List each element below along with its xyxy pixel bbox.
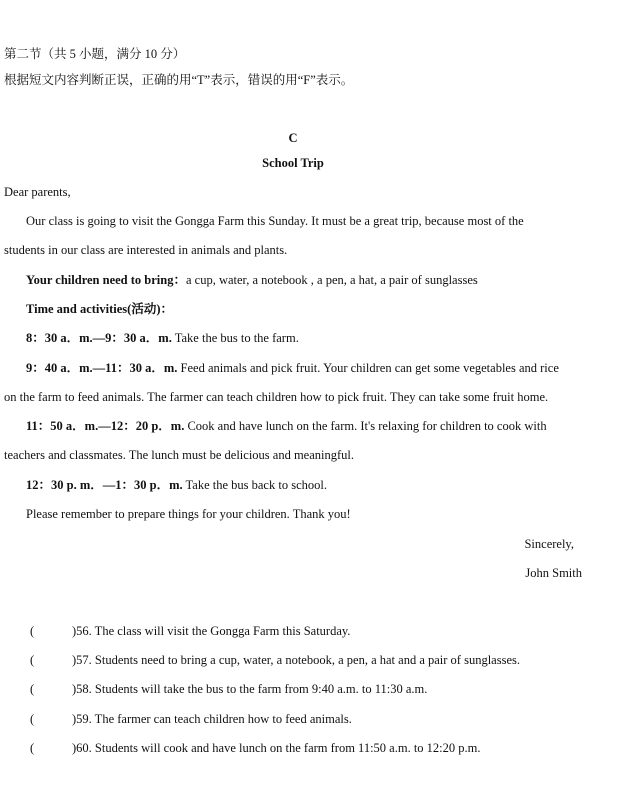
schedule-item-4 — [26, 477, 327, 493]
answer-paren[interactable]: ( — [30, 712, 35, 726]
schedule-activity: Cook and have lunch on the farm. It's relaxing for children to cook with — [187, 419, 547, 433]
question-text: )58. Students will take the bus to the farm from 9:40 a.m. to 11:30 a.m. — [72, 682, 428, 696]
answer-paren[interactable]: ( — [30, 741, 35, 755]
answer-paren[interactable]: ( — [30, 624, 35, 638]
schedule-time: 11：50 a．m.—12：20 p．m. — [26, 419, 185, 433]
schedule-time: 12：30 p. m．—1：30 p．m. — [26, 478, 183, 492]
signature: John Smith — [525, 566, 582, 580]
bring-text: a cup, water, a notebook , a pen, a hat, a pair of sunglasses — [185, 273, 478, 287]
schedule-item-1 — [26, 330, 299, 346]
schedule-activity: Feed animals and pick fruit. Your children can get some vegetables and rice — [180, 361, 559, 375]
schedule-item-3-cont: teachers and classmates. The lunch must be delicious and meaningful. — [4, 448, 355, 462]
para1-line1: Our class is going to visit the Gongga Farm this Sunday. It must be a great trip, because most of the — [26, 214, 524, 228]
salutation: Dear parents, — [4, 185, 71, 199]
para1-line2: students in our class are interested in animals and plants. — [4, 243, 288, 257]
sign-off: Sincerely, — [524, 537, 574, 551]
instruction: 根据短文内容判断正误，正确的用“T”表示，错误的用“F”表示。 — [4, 73, 354, 87]
schedule-activity: Take the bus back to school. — [185, 478, 327, 492]
bring-label: Your children need to bring： — [26, 273, 186, 287]
question-text: )56. The class will visit the Gongga Farm this Saturday. — [72, 624, 351, 638]
schedule-time: 8：30 a．m.—9：30 a．m. — [26, 331, 172, 345]
answer-paren[interactable]: ( — [30, 653, 35, 667]
time-label: Time and activities(活动)： — [26, 302, 173, 316]
question-text: )59. The farmer can teach children how to feed animals. — [72, 712, 352, 726]
question-text: )57. Students need to bring a cup, water, a notebook, a pen, a hat and a pair of sunglasses. — [72, 653, 520, 667]
question-text: )60. Students will cook and have lunch on the farm from 11:50 a.m. to 12:20 p.m. — [72, 741, 481, 755]
schedule-item-2 — [26, 360, 559, 376]
closing-note: Please remember to prepare things for your children. Thank you! — [26, 507, 351, 521]
passage-letter: C — [288, 131, 298, 145]
answer-paren[interactable]: ( — [30, 682, 35, 696]
passage-title: School Trip — [262, 156, 324, 170]
schedule-activity: Take the bus to the farm. — [174, 331, 299, 345]
bring-line — [26, 272, 478, 288]
schedule-item-2-cont: on the farm to feed animals. The farmer can teach children how to pick fruit. They can take some fruit home. — [4, 390, 549, 404]
schedule-time: 9：40 a．m.—11：30 a．m. — [26, 361, 178, 375]
schedule-item-3 — [26, 418, 547, 434]
section-header: 第二节（共 5 小题，满分 10 分） — [4, 47, 186, 61]
